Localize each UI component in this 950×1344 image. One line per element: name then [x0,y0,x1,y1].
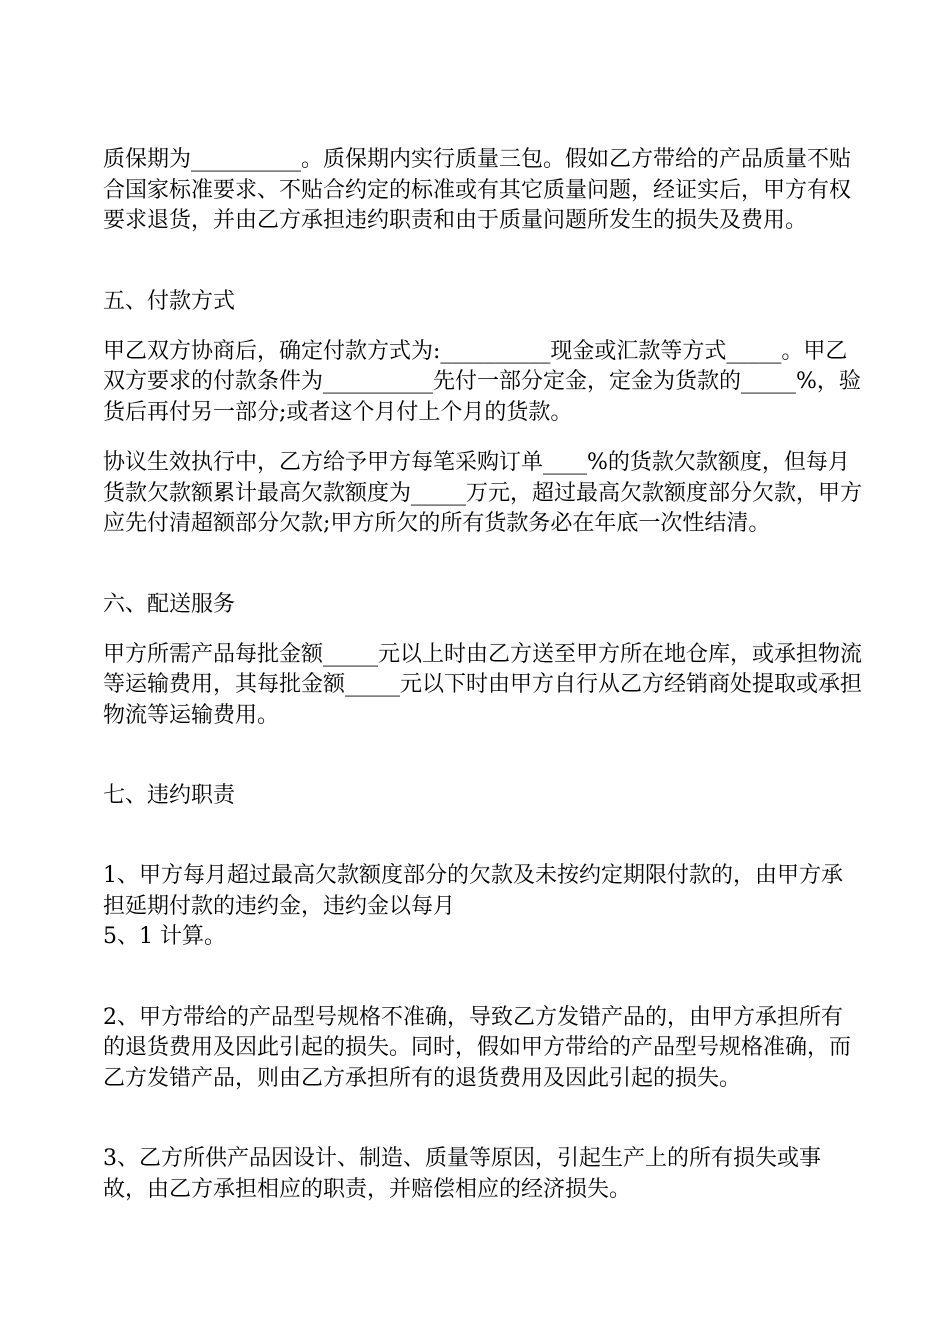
section-heading-delivery: 六、配送服务 [103,591,236,617]
document-page [103,145,863,1205]
delivery-paragraph: 甲方所需产品每批金额_____元以上时由乙方送至甲方所在地仓库，或承担物流等运输费用，其每批金额_____元以下时由甲方自行从乙方经销商处提取或承担物流等运输费用。 [103,641,863,728]
breach-clause-3: 3、乙方所供产品因设计、制造、质量等原因，引起生产上的所有损失或事故，由乙方承担相应的职责，并赔偿相应的经济损失。 [103,1146,821,1202]
payment-paragraph-1: 甲乙双方协商后，确定付款方式为:__________现金或汇款等方式_____。甲乙双方要求的付款条件为__________先付一部分定金，定金为货款的_____%，验货后再付另一部分;或者这个月付上个月的货款。 [103,338,861,425]
section-heading-payment: 五、付款方式 [103,288,236,314]
breach-clause-2: 2、甲方带给的产品型号规格不准确，导致乙方发错产品的，由甲方承担所有的退货费用及因此引起的损失。同时，假如甲方带给的产品型号规格准确，而乙方发错产品，则由乙方承担所有的退货费用及因此引起的损失。 [103,1004,852,1091]
warranty-paragraph: 质保期为__________。质保期内实行质量三包。假如乙方带给的产品质量不贴合国家标准要求、不贴合约定的标准或有其它质量问题，经证实后，甲方有权要求退货，并由乙方承担违约职责和由于质量问题所发生的损失及费用。 [103,147,852,233]
breach-clause-1-rate: 5、1 计算。 [103,924,226,949]
section-heading-breach: 七、违约职责 [103,783,236,808]
payment-paragraph-2: 协议生效执行中，乙方给予甲方每笔采购订单____%的货款欠款额度，但每月货款欠款额累计最高欠款额度为_____万元，超过最高欠款额度部分欠款，甲方应先付清超额部分欠款;甲方所欠的所有货款务必在年底一次性结清。 [103,450,863,536]
breach-clause-1: 1、甲方每月超过最高欠款额度部分的欠款及未按约定期限付款的，由甲方承担延期付款的违约金，违约金以每月 [103,863,843,919]
